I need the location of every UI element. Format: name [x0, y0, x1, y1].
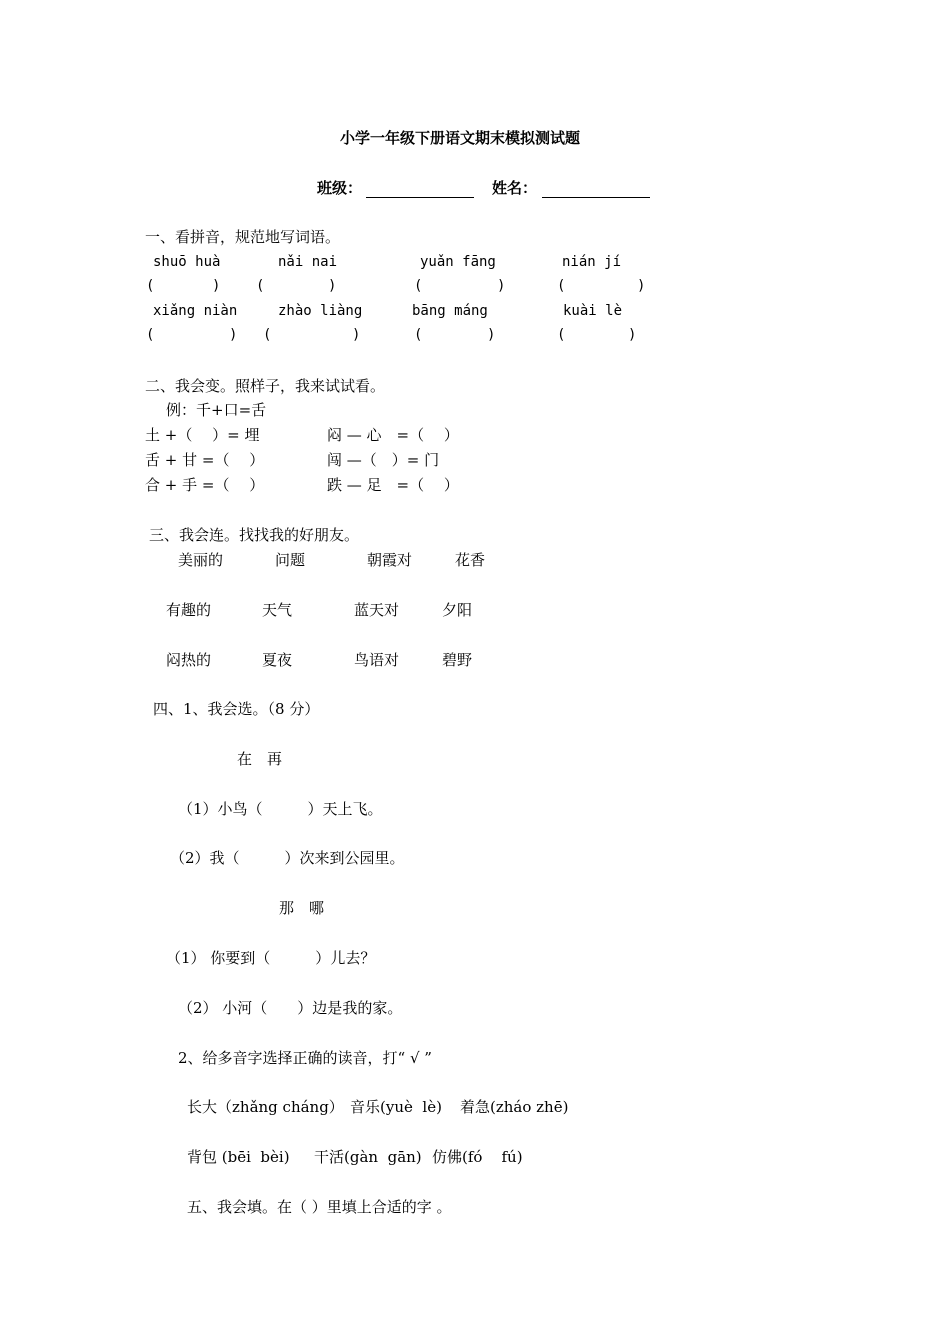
polyphone-item: 干活(gàn gān) [314, 1148, 422, 1166]
polyphone-item: 长大（zhǎng cháng） [187, 1098, 344, 1116]
pinyin-kuaile: kuài lè [563, 303, 623, 319]
section2-item: 闷 — 心 =（ ） [327, 426, 459, 444]
section2-item: 闯 —（ ）= 门 [327, 451, 440, 469]
match-word: 花香 [455, 551, 486, 569]
section4-sub2-heading: 2、给多音字选择正确的读音，打“ √ ” [178, 1049, 432, 1067]
match-word: 碧野 [442, 651, 473, 669]
match-word: 问题 [275, 551, 306, 569]
section2-item: 舌 + 甘 =（ ） [145, 451, 265, 469]
paren-close: ) [352, 327, 361, 343]
paren-close: ) [487, 327, 496, 343]
choice-words: 那 哪 [279, 899, 325, 917]
pinyin-zhaoliang: zhào liàng [278, 303, 363, 319]
polyphone-item: 着急(zháo zhē) [460, 1098, 569, 1116]
match-word: 有趣的 [166, 601, 212, 619]
section2-example: 例：千+口=舌 [166, 401, 267, 419]
paren-close: ) [212, 278, 221, 294]
match-word: 天气 [262, 601, 293, 619]
section2-heading: 二、我会变。照样子，我来试试看。 [145, 377, 386, 395]
polyphone-item: 音乐(yuè lè) [350, 1098, 442, 1116]
choice-words: 在 再 [237, 750, 283, 768]
paren-open: ( [557, 327, 566, 343]
paren-open: ( [557, 278, 566, 294]
paren-close: ) [628, 327, 637, 343]
polyphone-item: 背包 (bēi bèi) [187, 1148, 290, 1166]
match-word: 夕阳 [442, 601, 473, 619]
polyphone-item: 仿佛(fó fú) [432, 1148, 523, 1166]
section1-heading: 一、看拼音，规范地写词语。 [145, 228, 341, 246]
pinyin-xiangnian: xiǎng niàn [153, 303, 238, 319]
paren-close: ) [328, 278, 337, 294]
match-word: 朝霞对 [367, 551, 413, 569]
paren-open: ( [146, 278, 155, 294]
paren-open: ( [263, 327, 272, 343]
fill-question: （2） 小河（ ）边是我的家。 [178, 999, 403, 1017]
section3-heading: 三、我会连。找找我的好朋友。 [149, 526, 360, 544]
paren-open: ( [146, 327, 155, 343]
section2-item: 跌 — 足 =（ ） [327, 476, 459, 494]
class-label: 班级： [317, 179, 363, 197]
section2-item: 合 + 手 =（ ） [145, 476, 265, 494]
fill-question: （2）我（ ）次来到公园里。 [170, 849, 405, 867]
match-word: 夏夜 [262, 651, 293, 669]
paren-open: ( [256, 278, 265, 294]
match-word: 闷热的 [166, 651, 212, 669]
page-title: 小学一年级下册语文期末模拟测试题 [340, 129, 581, 147]
section4-heading: 四、1、我会选。（8 分） [153, 700, 320, 718]
pinyin-bangmang: bāng máng [412, 303, 488, 319]
section2-item: 土 +（ ）= 埋 [145, 426, 260, 444]
pinyin-shuohua: shuō huà [153, 254, 221, 270]
paren-close: ) [637, 278, 646, 294]
section5-heading: 五、我会填。在（ ）里填上合适的字 。 [187, 1198, 452, 1216]
paren-open: ( [414, 278, 423, 294]
pinyin-nainai: nǎi nai [278, 254, 338, 270]
match-word: 蓝天对 [354, 601, 400, 619]
match-word: 鸟语对 [354, 651, 400, 669]
pinyin-nianji: nián jí [562, 254, 622, 270]
fill-question: （1）小鸟（ ）天上飞。 [178, 800, 383, 818]
paren-open: ( [414, 327, 423, 343]
paren-close: ) [497, 278, 506, 294]
pinyin-yuanfang: yuǎn fāng [420, 254, 496, 270]
name-label: 姓名： [492, 179, 538, 197]
paren-close: ) [229, 327, 238, 343]
class-blank [366, 178, 474, 198]
name-blank [542, 178, 650, 198]
fill-question: （1） 你要到（ ）儿去？ [166, 949, 376, 967]
match-word: 美丽的 [178, 551, 224, 569]
